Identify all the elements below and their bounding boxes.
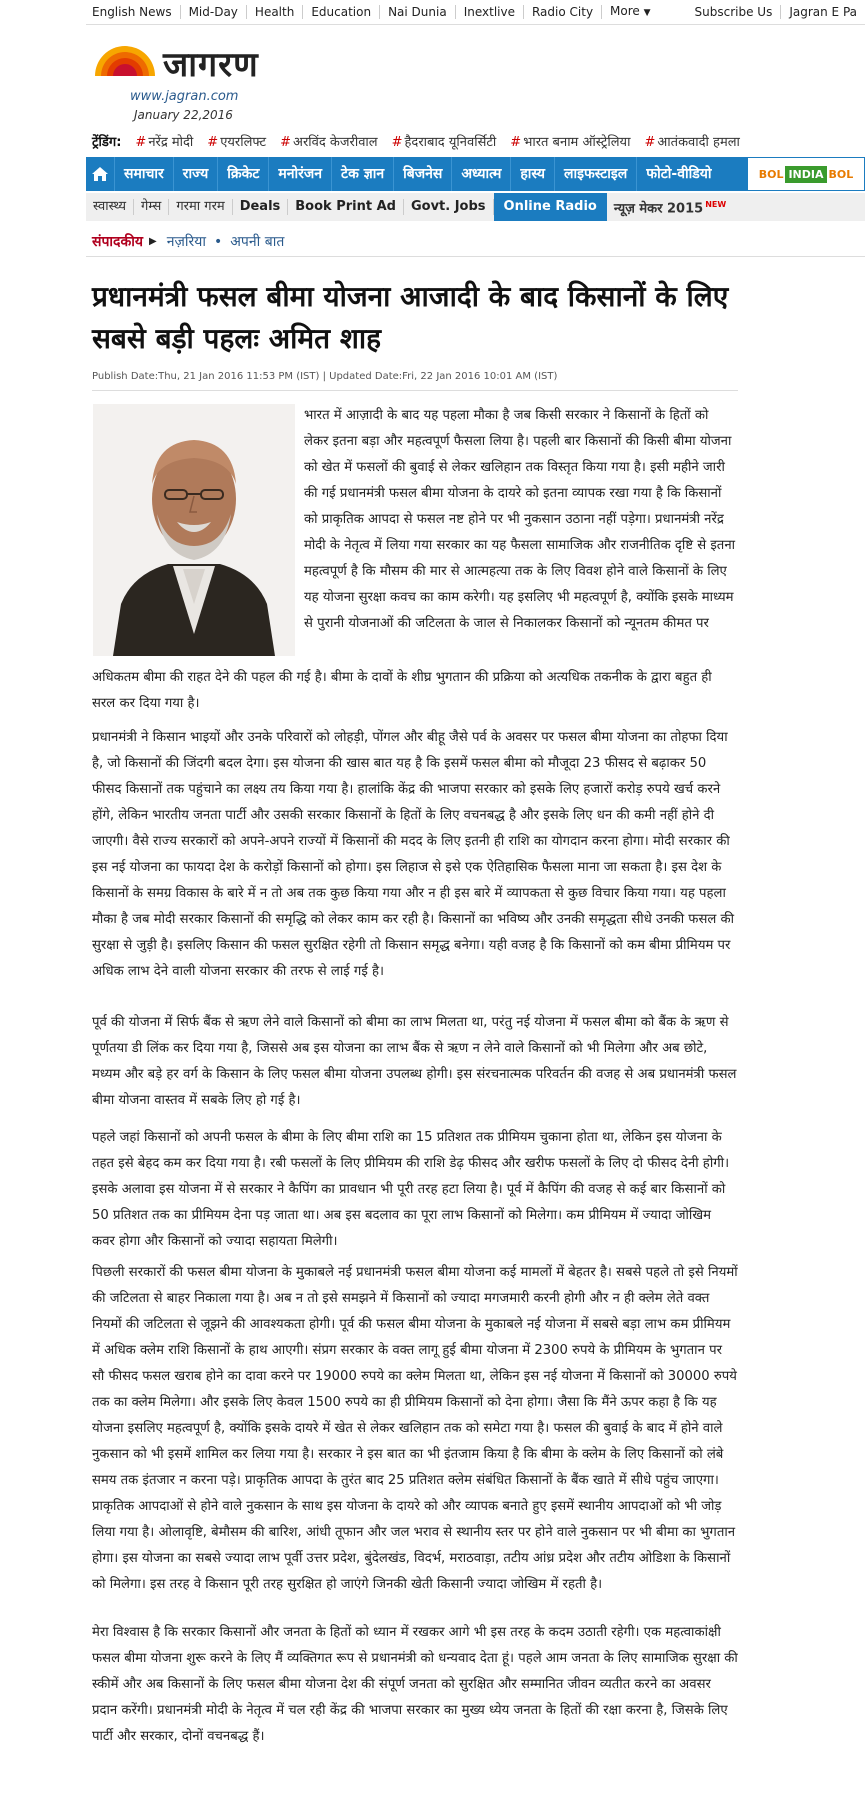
nav-item-cricket[interactable]: क्रिकेट (217, 157, 268, 191)
trending-item[interactable] (207, 132, 266, 150)
article-paragraph: पहले जहां किसानों को अपनी फसल के बीमा के लिए बीमा राशि का 15 प्रतिशत तक प्रीमियम चुकाना होता था, लेकिन इस योजना के तहत इसे बेहद कम कर दिया गया है। रबी फसलों के लिए प्रीमियम की राशि डेढ़ फीसद और खरीफ फसलों के लिए दो फीसद देनी होगी। इसके अलावा इस योजना में से सरकार ने कैपिंग का प्रावधान भी पूरी तरह हटा लिया है। पूर्व में कैपिंग की वजह से कई बार किसानों को 50 प्रतिशत तक का प्रीमियम देना पड़ जाता था। अब इस बदलाव का पूरा लाभ किसानों को मिलेगा। कम प्रीमियम में ज्यादा जोखिम कवर होगा और किसानों को ज्यादा सहायता मिलेगी। (92, 1130, 730, 1249)
article-title: प्रधानमंत्री फसल बीमा योजना आजादी के बाद किसानों के लिए सबसे बड़ी पहलः अमित शाह (92, 280, 729, 355)
nav-item-adhyatm[interactable]: अध्यात्म (451, 157, 510, 191)
breadcrumb-divider (86, 256, 865, 257)
home-button[interactable] (86, 157, 114, 191)
top-nav-link-education[interactable]: Education (303, 5, 380, 19)
caret-right-icon: ▶ (148, 236, 157, 247)
sub-nav (86, 193, 865, 221)
site-url[interactable]: www.jagran.com (130, 89, 239, 104)
hash-icon: # (391, 135, 403, 150)
subnav-item-games[interactable]: गेम्स (134, 199, 169, 215)
trending-item[interactable] (280, 132, 378, 150)
nav-item-lifestyle[interactable]: लाइफस्टाइल (554, 157, 636, 191)
subnav-item-book-print-ad[interactable]: Book Print Ad (288, 199, 404, 215)
article-paragraph: अधिकतम बीमा की राहत देने की पहल की गई है। बीमा के दावों के शीघ्र भुगतान की प्रक्रिया को अत्यधिक तकनीक के द्वारा बहुत ही सरल कर दिया गया है। (92, 670, 712, 711)
trending-item-text: एयरलिफ्ट (220, 135, 267, 150)
subnav-item-govt-jobs[interactable]: Govt. Jobs (404, 199, 494, 215)
top-nav-link-health[interactable]: Health (247, 5, 303, 19)
trending-item[interactable] (644, 132, 739, 150)
article-paragraph: पिछली सरकारों की फसल बीमा योजना के मुकाबले नई प्रधानमंत्री फसल बीमा योजना कई मामलों में बेहतर है। सबसे पहले तो इसे नियमों की जटिलता से बाहर निकाला गया है। अब न तो इसे समझने में किसानों को ज्यादा मगजमारी करनी होगी और न ही क्लेम लेते वक्त नियमों की जटिलता से जूझने की आवश्यकता होगी। पूर्व की फसल बीमा योजना के मुकाबले नई योजना में सबसे बड़ा लाभ कम प्रीमियम में अधिक क्लेम राशि किसानों के हाथ आएगी। संप्रग सरकार के वक्त लागू हुई बीमा योजना में 2300 रुपये के प्रीमियम के भुगतान पर सौ फीसद फसल खराब होने का दावा करने पर 19000 रुपये का क्लेम मिलता था, लेकिन इस नई योजना में किसानों को 30000 रुपये तक का क्लेम मिलेगा। और इसके लिए केवल 1500 रुपये का ही प्रीमियम किसानों को देना होगा। जैसा कि मैंने ऊपर कहा है कि यह योजना इसलिए महत्वपूर्ण है, क्योंकि इसके दायरे में खेत से लेकर खलिहान तक को समेटा गया है। फसल की बुवाई के बाद में होने वाले नुकसान को भी इसमें शामिल कर लिया गया है। सरकार ने इस बात का भी इंतजाम किया है कि बीमा के क्लेम के लिए किसानों को लंबे समय तक इंतजार न करना पड़े। प्राकृतिक आपदा के तुरंत बाद 25 प्रतिशत क्लेम संबंधित किसानों के बैंक खाते में सीधे पहुंच जाएगा। प्राकृतिक आपदाओं से होने वाले नुकसान के साथ इस योजना के दायरे को और व्यापक बनाते हुए इसमें स्थानीय आपदाओं को भी जोड़ लिया गया है। ओलावृष्टि, बेमौसम की बारिश, आंधी तूफान और जल भराव से स्थानीय स्तर पर होने वाले नुकसान पर भी बीमा का भुगतान होगा। इस योजना का सबसे ज्यादा लाभ पूर्वी उत्तर प्रदेश, बुंदेलखंड, विदर्भ, मराठवाड़ा, तटीय आंध्र प्रदेश और तटीय ओडिशा के किसानों को मिलेगा। इस तरह वे किसान पूरी तरह सुरक्षित हो जाएंगे जिनकी खेती किसानी ज्यादा जोखिम में रहती है। (92, 1265, 738, 1592)
top-nav (86, 0, 865, 24)
nav-item-tech-gyan[interactable]: टेक ज्ञान (331, 157, 393, 191)
hash-icon: # (280, 135, 292, 150)
portrait-image (93, 404, 295, 656)
india-text: INDIA (785, 166, 826, 183)
trending-item-text: हैदराबाद यूनिवर्सिटी (404, 135, 497, 150)
hash-icon: # (644, 135, 656, 150)
nav-item-hasya[interactable]: हास्य (510, 157, 554, 191)
top-divider (86, 24, 865, 25)
top-nav-link-nai-dunia[interactable]: Nai Dunia (380, 5, 456, 19)
trending-item-text: आतंकवादी हमला (657, 135, 740, 150)
trending-label: ट्रेंडिंग: (92, 135, 122, 150)
new-badge: NEW (705, 199, 727, 209)
nav-item-business[interactable]: बिजनेस (393, 157, 451, 191)
news-maker-label: न्यूज़ मेकर 2015 (613, 201, 704, 217)
hash-icon: # (207, 135, 219, 150)
subnav-item-online-radio[interactable]: Online Radio (494, 193, 607, 221)
publish-date: Publish Date:Thu, 21 Jan 2016 11:53 PM (IST) | Updated Date:Fri, 22 Jan 2016 10:01 AM (IST) (92, 371, 558, 382)
author-photo (93, 404, 295, 656)
bol-india-bol-banner[interactable] (747, 157, 865, 191)
logo-text: जागरण (163, 45, 259, 85)
trending-item-text: नरेंद्र मोदी (148, 135, 194, 150)
trending-item[interactable] (510, 132, 630, 150)
more-dropdown[interactable] (602, 4, 659, 20)
top-nav-link-inextlive[interactable]: Inextlive (456, 5, 524, 19)
top-nav-link-radio-city[interactable]: Radio City (524, 5, 602, 19)
nav-item-samachar[interactable]: समाचार (114, 157, 173, 191)
more-label: More (610, 4, 640, 18)
subnav-item-deals[interactable]: Deals (233, 199, 289, 215)
trending-item[interactable] (135, 132, 193, 150)
site-date: January 22,2016 (134, 108, 233, 122)
top-nav-link-english-news[interactable]: English News (86, 5, 181, 19)
breadcrumb-sub1[interactable]: नज़रिया (166, 234, 206, 250)
top-nav-right (687, 0, 865, 24)
article-paragraph: पूर्व की योजना में सिर्फ बैंक से ऋण लेने वाले किसानों को बीमा का लाभ मिलता था, परंतु नई योजना में फसल बीमा को बैंक के ऋण से पूर्णतया डी लिंक कर दिया गया है, जिससे अब इस योजना का लाभ बैंक से ऋण न लेने वाले किसानों को भी मिलेगा और अब छोटे, मध्यम और बड़े हर वर्ग के किसान के लिए फसल बीमा योजना उपलब्ध होगी। इस संरचनात्मक परिवर्तन की वजह से अब प्रधानमंत्री फसल बीमा योजना वास्तव में सबके लिए हो गई है। (92, 1015, 737, 1108)
subnav-item-garma-garam[interactable]: गरमा गरम (169, 199, 232, 215)
trending-bar (92, 132, 740, 150)
home-icon (91, 166, 109, 182)
bullet-icon: • (213, 233, 223, 250)
jagran-epaper-link[interactable]: Jagran E Pa (789, 5, 857, 19)
trending-item-text: भारत बनाम ऑस्ट्रेलिया (523, 135, 631, 150)
nav-item-photo-video[interactable]: फोटो-वीडियो (636, 157, 720, 191)
breadcrumb-section[interactable]: संपादकीय (92, 234, 143, 250)
main-nav (86, 157, 865, 191)
nav-item-manoranjan[interactable]: मनोरंजन (268, 157, 331, 191)
hash-icon: # (510, 135, 522, 150)
article-paragraph: प्रधानमंत्री ने किसान भाइयों और उनके परिवारों को लोहड़ी, पोंगल और बीहू जैसे पर्व के अवसर पर फसल बीमा योजना का तोहफा दिया है, जो किसानों की जिंदगी बदल देगा। इस योजना की खास बात यह है कि इसमें फसल बीमा को मौजूदा 23 फीसद से बढ़ाकर 50 फीसद किसानों तक पहुंचाने का लक्ष्य तय किया गया है। हालांकि केंद्र की भाजपा सरकार को इसके लिए हजारों करोड़ रुपये खर्च करने होंगे, लेकिन भारतीय जनता पार्टी और उसकी सरकार किसानों के हितों के लिए वचनबद्ध है और इसके लिए धन की कमी नहीं होने दी जाएगी। वैसे राज्य सरकारों को अपने-अपने राज्यों में किसानों की मदद के लिए इतनी ही राशि का योगदान करना होगा। मोदी सरकार की इस नई योजना का फायदा देश के करोड़ों किसानों को होगा। इस लिहाज से इसे एक ऐतिहासिक फैसला माना जा सकता है। इस देश के किसानों के समग्र विकास के बारे में न तो अब तक कुछ किया गया और न ही इस बारे में व्यापकता से कुछ विचार किया गया। यह पहला मौका है जब मोदी सरकार किसानों की समृद्धि को लेकर काम कर रही है। किसानों का भविष्य और उनकी समृद्धता सीधे उनकी फसल की सुरक्षा से जुड़ी है। इसलिए किसान की फसल सुरक्षित रहेगी तो किसान समृद्ध बनेगा। यही वजह है कि किसानों को कम बीमा प्रीमियम पर अधिक लाभ देने वाली योजना सरकार की तरफ से लाई गई है। (92, 730, 735, 979)
jagran-logo[interactable] (93, 36, 273, 86)
article-paragraph: मेरा विश्वास है कि सरकार किसानों और जनता के हितों को ध्यान में रखकर आगे भी इस तरह के कदम उठाती रहेगी। एक महत्वाकांक्षी फसल बीमा योजना शुरू करने के लिए मैं व्यक्तिगत रूप से प्रधानमंत्री को धन्यवाद देता हूं। पहले आम जनता के लिए सामाजिक सुरक्षा की स्कीमें और अब किसानों के लिए फसल बीमा योजना देश की संपूर्ण जनता को सुरक्षित और सम्मानित जीवन व्यतीत करने का अवसर प्रदान करेंगी। प्रधानमंत्री मोदी के नेतृत्व में चल रही केंद्र की भाजपा सरकार का मुख्य ध्येय जनता के हितों की रक्षा करना है, जिसके लिए पार्टी और सरकार, दोनों वचनबद्ध हैं। (92, 1625, 738, 1744)
top-nav-left (86, 4, 659, 20)
sun-logo-icon (93, 44, 157, 76)
caret-down-icon: ▼ (643, 8, 651, 18)
nav-item-rajya[interactable]: राज्य (173, 157, 217, 191)
title-divider (92, 390, 738, 391)
breadcrumb-sub2[interactable]: अपनी बात (230, 234, 285, 250)
breadcrumb (92, 232, 284, 251)
subnav-item-news-maker[interactable] (607, 197, 733, 217)
subscribe-link[interactable]: Subscribe Us (687, 5, 782, 19)
hash-icon: # (135, 135, 147, 150)
bol-text: BOL (758, 167, 784, 181)
trending-item-text: अरविंद केजरीवाल (293, 135, 378, 150)
top-nav-link-mid-day[interactable]: Mid-Day (181, 5, 247, 19)
trending-item[interactable] (392, 132, 497, 150)
subnav-item-swasthya[interactable]: स्वास्थ्य (86, 199, 134, 215)
bol-text: BOL (828, 167, 854, 181)
article-paragraph: भारत में आज़ादी के बाद यह पहला मौका है जब किसी सरकार ने किसानों के हितों को लेकर इतना बड़ा और महत्वपूर्ण फैसला लिया है। पहली बार किसानों की किसी बीमा योजना को खेत में फसलों की बुवाई से लेकर खलिहान तक विस्तृत किया गया है। इसी महीने जारी की गई प्रधानमंत्री फसल बीमा योजना के दायरे को इतना व्यापक रखा गया है कि किसानों को प्राकृतिक आपदा से फसल नष्ट होने पर भी नुकसान उठाना नहीं पड़ेगा। प्रधानमंत्री नरेंद्र मोदी के नेतृत्व में लिया गया सरकार का यह फैसला सामाजिक और राजनीतिक दृष्टि से इतना महत्वपूर्ण है कि मौसम की मार से आत्महत्या तक के लिए विवश होने वाले किसानों के लिए यह योजना सुरक्षा कवच का काम करेगी। यह इसलिए भी महत्वपूर्ण है, क्योंकि इसके माध्यम से पुरानी योजनाओं की जटिलता के जाल से निकालकर किसानों को न्यूनतम कीमत पर (304, 408, 736, 631)
